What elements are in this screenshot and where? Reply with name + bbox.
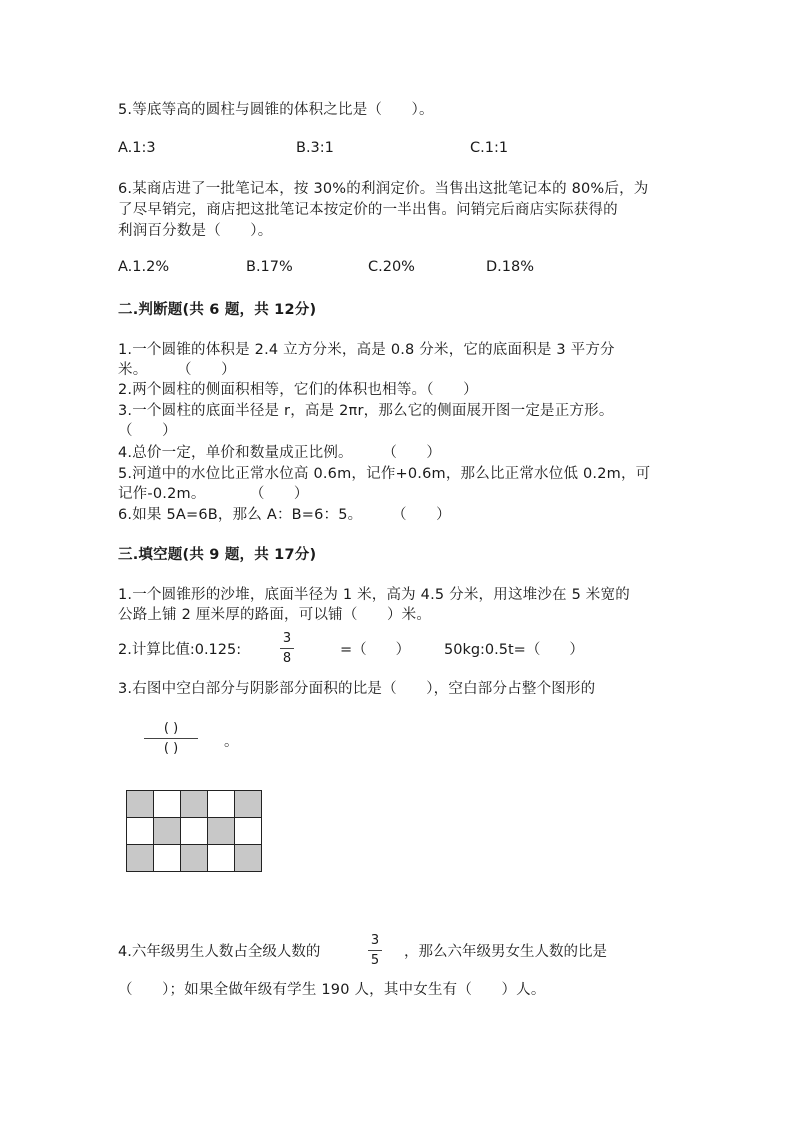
q5-option-a: A.1:3 bbox=[118, 140, 156, 156]
q6-option-a: A.1.2% bbox=[118, 259, 170, 275]
grid-cell-shaded bbox=[208, 818, 235, 845]
q5-option-b: B.3:1 bbox=[296, 140, 334, 156]
grid-cell-blank bbox=[208, 791, 235, 818]
fill-q2-second: 50kg:0.5t=（ ） bbox=[444, 642, 584, 658]
judge-item-4: 4.总价一定，单价和数量成正比例。 （ ） bbox=[118, 445, 442, 461]
section-2-title: 二.判断题(共 6 题，共 12分) bbox=[118, 302, 317, 318]
judge-item-2: 2.两个圆柱的侧面积相等，它们的体积也相等。（ ） bbox=[118, 382, 478, 398]
grid-cell-shaded bbox=[181, 791, 208, 818]
fraction-numerator: 3 bbox=[370, 933, 380, 948]
fill-q3-fraction-blank bbox=[144, 722, 198, 755]
judge-item-1a: 1.一个圆锥的体积是 2.4 立方分米，高是 0.8 分米，它的底面积是 3 平方分 bbox=[118, 342, 615, 358]
grid-cell-blank bbox=[235, 818, 262, 845]
grid-cell-blank bbox=[208, 845, 235, 872]
question-6-line-1: 6.某商店进了一批笔记本，按 30%的利润定价。当售出这批笔记本的 80%后，为 bbox=[118, 181, 649, 197]
grid-cell-blank bbox=[154, 791, 181, 818]
fill-q3-line-1: 3.右图中空白部分与阴影部分面积的比是（ ），空白部分占整个图形的 bbox=[118, 681, 596, 697]
fraction-denominator-blank: ( ) bbox=[163, 741, 179, 756]
grid-cell-blank bbox=[181, 818, 208, 845]
grid-cell-shaded bbox=[235, 791, 262, 818]
fraction-denominator: 8 bbox=[282, 651, 292, 666]
q6-option-d: D.18% bbox=[486, 259, 535, 275]
fill-q4-prefix: 4.六年级男生人数占全级人数的 bbox=[118, 944, 321, 960]
judge-item-5a: 5.河道中的水位比正常水位高 0.6m，记作+0.6m，那么比正常水位低 0.2m，可 bbox=[118, 466, 651, 482]
judge-item-3b: （ ） bbox=[118, 423, 177, 439]
q5-option-c: C.1:1 bbox=[470, 140, 509, 156]
fill-q4-line-2: （ ）；如果全做年级有学生 190 人，其中女生有（ ）人。 bbox=[118, 982, 546, 998]
judge-item-6: 6.如果 5A=6B，那么 A：B=6：5。 （ ） bbox=[118, 507, 451, 523]
grid-cell-shaded bbox=[127, 791, 154, 818]
fill-q1-line-1: 1.一个圆锥形的沙堆，底面半径为 1 米，高为 4.5 分米，用这堆沙在 5 米宽的 bbox=[118, 587, 630, 603]
grid-row bbox=[127, 818, 262, 845]
judge-item-5b: 记作-0.2m。 （ ） bbox=[118, 486, 309, 502]
question-6-line-2: 了尽早销完，商店把这批笔记本按定价的一半出售。问销完后商店实际获得的 bbox=[118, 202, 618, 218]
grid-cell-shaded bbox=[154, 818, 181, 845]
fraction-bar bbox=[280, 648, 294, 649]
grid-cell-shaded bbox=[235, 845, 262, 872]
fraction-bar bbox=[144, 738, 198, 739]
fill-q1-line-2: 公路上铺 2 厘米厚的路面，可以铺（ ）米。 bbox=[118, 607, 432, 623]
grid-cell-blank bbox=[154, 845, 181, 872]
judge-item-1b: 米。 （ ） bbox=[118, 362, 236, 378]
fraction-numerator: 3 bbox=[282, 631, 292, 646]
q6-option-b: B.17% bbox=[246, 259, 293, 275]
fraction-numerator-blank: ( ) bbox=[163, 721, 179, 736]
grid-cell-shaded bbox=[181, 845, 208, 872]
grid-cell-shaded bbox=[127, 845, 154, 872]
grid-row bbox=[127, 791, 262, 818]
fraction-denominator: 5 bbox=[370, 953, 380, 968]
fill-q3-end: 。 bbox=[224, 734, 239, 750]
fill-q4-suffix: ，那么六年级男女生人数的比是 bbox=[404, 944, 607, 960]
question-5-stem: 5.等底等高的圆柱与圆锥的体积之比是（ ）。 bbox=[118, 102, 434, 118]
fraction-3-8 bbox=[280, 632, 294, 665]
question-6-line-3: 利润百分数是（ ）。 bbox=[118, 223, 273, 239]
grid-row bbox=[127, 845, 262, 872]
fraction-3-5 bbox=[368, 934, 382, 967]
judge-item-3a: 3.一个圆柱的底面半径是 r，高是 2πr，那么它的侧面展开图一定是正方形。 bbox=[118, 403, 614, 419]
grid-cell-blank bbox=[127, 818, 154, 845]
fill-q2-prefix: 2.计算比值:0.125: bbox=[118, 642, 242, 658]
shaded-grid-figure bbox=[126, 790, 262, 872]
section-3-title: 三.填空题(共 9 题，共 17分) bbox=[118, 547, 317, 563]
fraction-bar bbox=[368, 950, 382, 951]
q6-option-c: C.20% bbox=[368, 259, 415, 275]
fill-q2-answer-1: =（ ） bbox=[340, 642, 411, 658]
